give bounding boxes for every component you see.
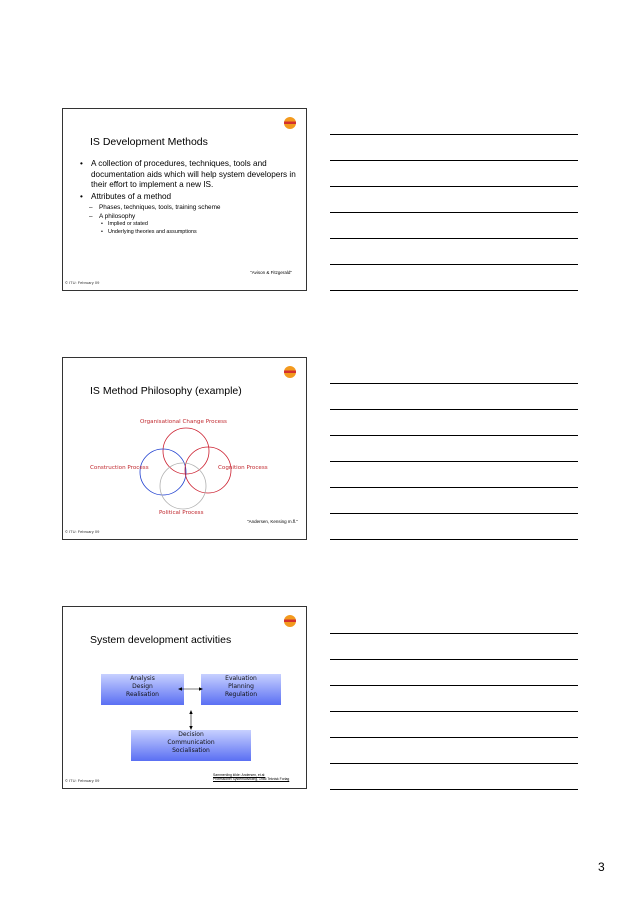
note-line (330, 763, 578, 764)
box-line: Socialisation (172, 747, 210, 754)
note-line (330, 659, 578, 660)
arrowhead-down (189, 726, 192, 730)
note-line (330, 435, 578, 436)
slide-footer: © ITU: February 09 (65, 280, 100, 285)
reference-text: "Avison & Fitzgerald" (250, 270, 292, 275)
sub-bullet-item: – Phases, techniques, tools, training scheme (79, 203, 299, 212)
box-line: Communication (167, 739, 215, 746)
slide-3 (62, 606, 307, 789)
arrowhead-right (199, 687, 203, 690)
reference-line: Professionel Systemudvikling, 1986 Teknisk Forlag (213, 777, 290, 781)
note-line (330, 186, 578, 187)
box-line: Design (132, 683, 153, 690)
note-line (330, 134, 578, 135)
slide-title: IS Method Philosophy (example) (90, 385, 242, 397)
venn-circle-left (140, 449, 186, 495)
reference-text: "Andersen, Kensing m.fl." (247, 519, 298, 524)
note-line (330, 539, 578, 540)
slide-2 (62, 357, 307, 540)
sub-bullet-item: – A philosophy (79, 212, 299, 221)
page-number: 3 (598, 860, 605, 874)
note-line (330, 711, 578, 712)
note-line (330, 737, 578, 738)
itu-logo-icon (282, 115, 298, 131)
bullet-list (79, 159, 299, 237)
note-line (330, 238, 578, 239)
venn-circle-bottom (160, 463, 206, 509)
arrowhead-left (178, 687, 182, 690)
venn-label-bottom: Political Process (159, 510, 204, 516)
venn-label-right: Cognition Process (218, 465, 268, 471)
connector-arrows (63, 607, 308, 790)
venn-label-top: Organisational Change Process (140, 419, 227, 425)
note-line (330, 409, 578, 410)
note-line (330, 264, 578, 265)
arrowhead-up (189, 710, 192, 714)
reference-text (213, 773, 289, 781)
bullet-item: • Attributes of a method (79, 192, 299, 203)
slide-1 (62, 108, 307, 291)
sub-sub-bullet-item: • Implied or stated (79, 221, 299, 229)
note-line (330, 290, 578, 291)
note-line (330, 487, 578, 488)
note-line (330, 789, 578, 790)
slide-title: System development activities (90, 634, 232, 646)
note-line (330, 633, 578, 634)
reference-line: Sammenling kilde: Andersen, et al: (213, 773, 266, 777)
box-line: Analysis (130, 675, 155, 682)
note-line (330, 212, 578, 213)
box-line: Regulation (224, 691, 258, 698)
note-line (330, 685, 578, 686)
slide-title: IS Development Methods (90, 136, 208, 148)
note-line (330, 383, 578, 384)
box-line: Decision (178, 731, 204, 738)
box-line: Evaluation (225, 675, 257, 682)
box-line: Realisation (126, 691, 159, 698)
note-line (330, 513, 578, 514)
bullet-item: • A collection of procedures, techniques, tools and documentation aids which will help system developers in their effort to implement a new IS. (79, 159, 299, 191)
venn-label-left: Construction Process (90, 465, 149, 471)
sub-sub-bullet-item: • Underlying theories and assumptions (79, 229, 299, 237)
slide-footer: © ITU: February 09 (65, 778, 100, 783)
slide-footer: © ITU: February 09 (65, 529, 100, 534)
note-line (330, 160, 578, 161)
box-line: Planning (228, 683, 254, 690)
note-line (330, 461, 578, 462)
